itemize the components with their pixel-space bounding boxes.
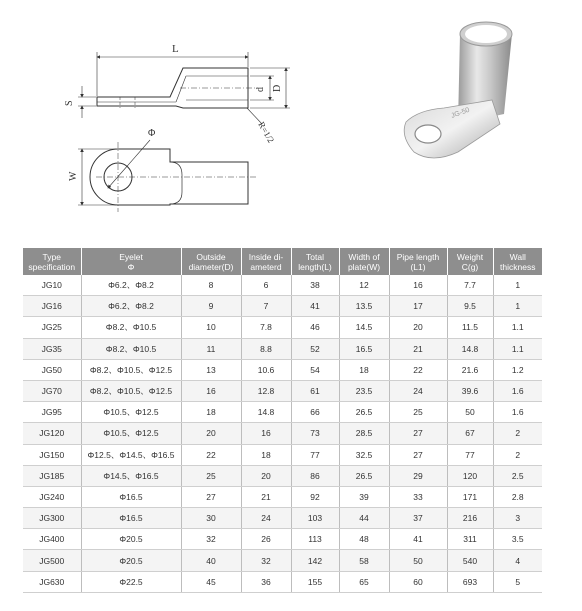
- cell-type: JG50: [23, 359, 81, 380]
- cell-total-length: 52: [291, 338, 339, 359]
- cell-eyelet: Φ10.5、Φ12.5: [81, 402, 181, 423]
- cell-eyelet: Φ6.2、Φ8.2: [81, 275, 181, 296]
- cell-total-length: 61: [291, 380, 339, 401]
- cell-total-length: 73: [291, 423, 339, 444]
- cell-total-length: 66: [291, 402, 339, 423]
- dim-d-label: d: [255, 87, 266, 92]
- cell-plate-width: 26.5: [339, 402, 389, 423]
- cell-pipe-length: 60: [389, 571, 447, 592]
- cell-outside-diameter: 18: [181, 402, 241, 423]
- cell-weight: 693: [447, 571, 493, 592]
- cell-plate-width: 39: [339, 486, 389, 507]
- cell-type: JG16: [23, 296, 81, 317]
- cell-pipe-length: 41: [389, 529, 447, 550]
- spec-table: [23, 248, 542, 593]
- cell-inside-diameter: 14.8: [241, 402, 291, 423]
- cell-total-length: 41: [291, 296, 339, 317]
- cell-type: JG400: [23, 529, 81, 550]
- cell-pipe-length: 27: [389, 423, 447, 444]
- cell-type: JG70: [23, 380, 81, 401]
- table-row: [23, 338, 542, 359]
- cell-outside-diameter: 22: [181, 444, 241, 465]
- cell-total-length: 113: [291, 529, 339, 550]
- cell-wall-thickness: 3: [493, 508, 542, 529]
- cell-total-length: 155: [291, 571, 339, 592]
- cell-eyelet: Φ14.5、Φ16.5: [81, 465, 181, 486]
- table-row: [23, 359, 542, 380]
- cell-total-length: 46: [291, 317, 339, 338]
- cell-wall-thickness: 2: [493, 444, 542, 465]
- dim-R-label: R=1/2: [256, 120, 277, 145]
- cell-plate-width: 18: [339, 359, 389, 380]
- dim-W-label: W: [68, 171, 79, 181]
- cell-pipe-length: 17: [389, 296, 447, 317]
- cell-eyelet: Φ20.5: [81, 550, 181, 571]
- cell-pipe-length: 20: [389, 317, 447, 338]
- cell-pipe-length: 25: [389, 402, 447, 423]
- cell-plate-width: 32.5: [339, 444, 389, 465]
- cell-wall-thickness: 2: [493, 423, 542, 444]
- cell-wall-thickness: 5: [493, 571, 542, 592]
- cell-plate-width: 12: [339, 275, 389, 296]
- cell-weight: 311: [447, 529, 493, 550]
- header-inside-diameter: Inside di- ameterd: [241, 248, 291, 275]
- cell-type: JG120: [23, 423, 81, 444]
- table-row: [23, 550, 542, 571]
- lug-stamp: JG-50: [450, 106, 471, 120]
- cell-outside-diameter: 9: [181, 296, 241, 317]
- cell-eyelet: Φ8.2、Φ10.5、Φ12.5: [81, 359, 181, 380]
- header-total-length: Total length(L): [291, 248, 339, 275]
- table-row: [23, 317, 542, 338]
- table-header-row: [23, 248, 542, 275]
- cell-inside-diameter: 18: [241, 444, 291, 465]
- cell-weight: 9.5: [447, 296, 493, 317]
- product-photo: [388, 14, 548, 174]
- cell-weight: 7.7: [447, 275, 493, 296]
- table-row: [23, 529, 542, 550]
- table-row: [23, 423, 542, 444]
- cell-outside-diameter: 16: [181, 380, 241, 401]
- cell-inside-diameter: 32: [241, 550, 291, 571]
- cell-type: JG95: [23, 402, 81, 423]
- table-row: [23, 508, 542, 529]
- cell-weight: 11.5: [447, 317, 493, 338]
- cell-inside-diameter: 21: [241, 486, 291, 507]
- cell-type: JG150: [23, 444, 81, 465]
- cell-weight: 50: [447, 402, 493, 423]
- cell-pipe-length: 50: [389, 550, 447, 571]
- cell-inside-diameter: 7.8: [241, 317, 291, 338]
- cell-eyelet: Φ22.5: [81, 571, 181, 592]
- cell-weight: 21.6: [447, 359, 493, 380]
- cell-plate-width: 48: [339, 529, 389, 550]
- cell-plate-width: 44: [339, 508, 389, 529]
- dim-S-label: S: [64, 100, 75, 106]
- cell-wall-thickness: 2.8: [493, 486, 542, 507]
- header-plate-width: Width of plate(W): [339, 248, 389, 275]
- cell-inside-diameter: 20: [241, 465, 291, 486]
- cell-eyelet: Φ8.2、Φ10.5、Φ12.5: [81, 380, 181, 401]
- cell-plate-width: 14.5: [339, 317, 389, 338]
- cell-plate-width: 13.5: [339, 296, 389, 317]
- cell-weight: 39.6: [447, 380, 493, 401]
- cell-wall-thickness: 1.1: [493, 338, 542, 359]
- table-row: [23, 275, 542, 296]
- cell-pipe-length: 24: [389, 380, 447, 401]
- cell-eyelet: Φ16.5: [81, 508, 181, 529]
- cell-outside-diameter: 40: [181, 550, 241, 571]
- cell-weight: 120: [447, 465, 493, 486]
- cell-weight: 77: [447, 444, 493, 465]
- cell-plate-width: 65: [339, 571, 389, 592]
- cell-pipe-length: 29: [389, 465, 447, 486]
- table-row: [23, 444, 542, 465]
- cell-wall-thickness: 2.5: [493, 465, 542, 486]
- cell-total-length: 92: [291, 486, 339, 507]
- cell-weight: 540: [447, 550, 493, 571]
- cell-type: JG185: [23, 465, 81, 486]
- cell-eyelet: Φ10.5、Φ12.5: [81, 423, 181, 444]
- cell-wall-thickness: 1.2: [493, 359, 542, 380]
- cell-eyelet: Φ8.2、Φ10.5: [81, 338, 181, 359]
- dim-phi-label: Φ: [148, 128, 156, 139]
- cell-wall-thickness: 1.6: [493, 402, 542, 423]
- cell-wall-thickness: 1: [493, 296, 542, 317]
- header-pipe-length: Pipe length (L1): [389, 248, 447, 275]
- cell-plate-width: 28.5: [339, 423, 389, 444]
- header-type: Type specification: [23, 248, 81, 275]
- cell-weight: 216: [447, 508, 493, 529]
- lug-eyelet-hole: [415, 125, 441, 143]
- cell-inside-diameter: 16: [241, 423, 291, 444]
- cell-total-length: 77: [291, 444, 339, 465]
- cell-type: JG25: [23, 317, 81, 338]
- cell-eyelet: Φ16.5: [81, 486, 181, 507]
- cell-type: JG630: [23, 571, 81, 592]
- cell-outside-diameter: 20: [181, 423, 241, 444]
- header-wall-thickness: Wall thickness: [493, 248, 542, 275]
- cell-outside-diameter: 45: [181, 571, 241, 592]
- cell-outside-diameter: 27: [181, 486, 241, 507]
- cell-pipe-length: 22: [389, 359, 447, 380]
- cell-eyelet: Φ12.5、Φ14.5、Φ16.5: [81, 444, 181, 465]
- cell-total-length: 54: [291, 359, 339, 380]
- cell-wall-thickness: 3.5: [493, 529, 542, 550]
- cell-total-length: 103: [291, 508, 339, 529]
- table-row: [23, 465, 542, 486]
- cell-outside-diameter: 10: [181, 317, 241, 338]
- cell-type: JG35: [23, 338, 81, 359]
- top-view: [78, 140, 256, 212]
- table-row: [23, 402, 542, 423]
- cell-weight: 171: [447, 486, 493, 507]
- cell-total-length: 142: [291, 550, 339, 571]
- cell-outside-diameter: 13: [181, 359, 241, 380]
- table-row: [23, 571, 542, 592]
- cell-inside-diameter: 24: [241, 508, 291, 529]
- cell-inside-diameter: 26: [241, 529, 291, 550]
- cell-inside-diameter: 8.8: [241, 338, 291, 359]
- cell-plate-width: 26.5: [339, 465, 389, 486]
- cell-inside-diameter: 6: [241, 275, 291, 296]
- cell-pipe-length: 16: [389, 275, 447, 296]
- cell-wall-thickness: 1: [493, 275, 542, 296]
- table-row: [23, 380, 542, 401]
- table-row: [23, 296, 542, 317]
- dim-L-label: L: [172, 43, 179, 55]
- cell-wall-thickness: 4: [493, 550, 542, 571]
- header-outside-diameter: Outside diameter(D): [181, 248, 241, 275]
- cell-wall-thickness: 1.1: [493, 317, 542, 338]
- cell-total-length: 86: [291, 465, 339, 486]
- header-weight: Weight C(g): [447, 248, 493, 275]
- cell-pipe-length: 27: [389, 444, 447, 465]
- cell-wall-thickness: 1.6: [493, 380, 542, 401]
- cell-inside-diameter: 12.8: [241, 380, 291, 401]
- cell-outside-diameter: 11: [181, 338, 241, 359]
- cell-pipe-length: 33: [389, 486, 447, 507]
- cell-inside-diameter: 7: [241, 296, 291, 317]
- cell-type: JG10: [23, 275, 81, 296]
- cell-eyelet: Φ8.2、Φ10.5: [81, 317, 181, 338]
- cell-plate-width: 58: [339, 550, 389, 571]
- cell-outside-diameter: 32: [181, 529, 241, 550]
- cell-plate-width: 16.5: [339, 338, 389, 359]
- cell-weight: 67: [447, 423, 493, 444]
- cell-eyelet: Φ20.5: [81, 529, 181, 550]
- cell-type: JG500: [23, 550, 81, 571]
- cell-eyelet: Φ6.2、Φ8.2: [81, 296, 181, 317]
- cell-pipe-length: 37: [389, 508, 447, 529]
- cell-inside-diameter: 36: [241, 571, 291, 592]
- cell-outside-diameter: 30: [181, 508, 241, 529]
- cell-pipe-length: 21: [389, 338, 447, 359]
- cell-type: JG300: [23, 508, 81, 529]
- cell-weight: 14.8: [447, 338, 493, 359]
- dim-D-label: D: [272, 84, 283, 92]
- cell-plate-width: 23.5: [339, 380, 389, 401]
- cell-outside-diameter: 8: [181, 275, 241, 296]
- cell-total-length: 38: [291, 275, 339, 296]
- cell-outside-diameter: 25: [181, 465, 241, 486]
- table-row: [23, 486, 542, 507]
- cell-inside-diameter: 10.6: [241, 359, 291, 380]
- header-eyelet: Eyelet Φ: [81, 248, 181, 275]
- cell-type: JG240: [23, 486, 81, 507]
